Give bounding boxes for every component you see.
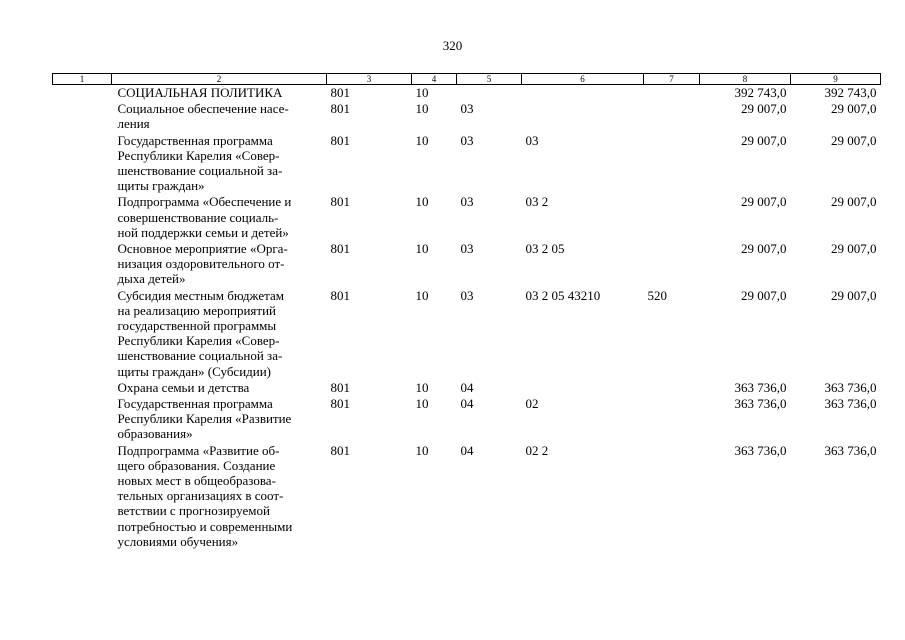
row-code-5: 04 <box>460 396 474 412</box>
row-name: Социальное обеспечение насе- ления <box>117 101 289 132</box>
table-body <box>53 85 881 551</box>
row-name: Государственная программа Республики Карелия «Совер- шенствование социальной за- щиты граждан» <box>117 132 283 194</box>
row-code-3: 801 <box>330 241 350 257</box>
table-row <box>53 241 881 288</box>
row-code-6: 03 2 05 43210 <box>525 287 601 303</box>
row-code-3: 801 <box>330 132 350 148</box>
row-code-5: 03 <box>460 241 474 257</box>
row-code-6: 02 2 <box>525 442 549 458</box>
row-code-3: 801 <box>330 194 350 210</box>
column-number-header <box>53 74 881 85</box>
row-amount-8: 363 736,0 <box>734 396 787 412</box>
row-col-1 <box>53 396 112 443</box>
row-code-6 <box>522 85 644 102</box>
table-row <box>53 85 881 102</box>
row-code-5: 04 <box>460 442 474 458</box>
row-code-7 <box>644 133 700 195</box>
row-code-7 <box>644 194 700 241</box>
column-header: 8 <box>700 74 791 85</box>
row-code-4: 10 <box>415 132 429 148</box>
row-name: СОЦИАЛЬНАЯ ПОЛИТИКА <box>117 85 283 100</box>
row-amount-9: 363 736,0 <box>824 442 877 458</box>
row-code-4: 10 <box>415 101 429 117</box>
row-name: Государственная программа Республики Карелия «Развитие образования» <box>117 396 292 442</box>
row-code-5: 03 <box>460 132 474 148</box>
row-amount-8: 363 736,0 <box>734 442 787 458</box>
row-col-1 <box>53 241 112 288</box>
row-amount-8: 29 007,0 <box>741 194 787 210</box>
row-name: Охрана семьи и детства <box>117 379 250 395</box>
row-code-6: 02 <box>525 396 539 412</box>
row-code-3: 801 <box>330 101 350 117</box>
row-name: Подпрограмма «Обеспечение и совершенствование социаль- ной поддержки семьи и детей» <box>117 194 292 240</box>
row-code-4: 10 <box>415 287 429 303</box>
row-amount-9: 29 007,0 <box>831 241 877 257</box>
row-code-7: 520 <box>647 287 667 303</box>
row-col-1 <box>53 133 112 195</box>
row-code-4: 10 <box>415 396 429 412</box>
row-amount-8: 392 743,0 <box>734 85 787 100</box>
row-code-6: 03 2 <box>525 194 549 210</box>
table-row <box>53 101 881 132</box>
row-name: Подпрограмма «Развитие об- щего образования. Создание новых мест в общеобразова- тельных организациях в соот- ветствии с прогнозируемой потребностью и современными условиями обучения» <box>117 442 293 549</box>
row-code-6: 03 <box>525 132 539 148</box>
row-amount-9: 29 007,0 <box>831 194 877 210</box>
column-header: 6 <box>522 74 644 85</box>
row-amount-9: 363 736,0 <box>824 396 877 412</box>
table-row <box>53 380 881 396</box>
row-code-4: 10 <box>415 379 429 395</box>
table-row <box>53 396 881 443</box>
row-code-4: 10 <box>415 241 429 257</box>
row-code-6: 03 2 05 <box>525 241 565 257</box>
row-code-7 <box>644 85 700 102</box>
column-header: 1 <box>53 74 112 85</box>
column-header: 7 <box>644 74 700 85</box>
row-code-3: 801 <box>330 287 350 303</box>
column-header: 2 <box>112 74 327 85</box>
row-amount-8: 29 007,0 <box>741 101 787 117</box>
row-col-1 <box>53 443 112 550</box>
row-amount-9: 392 743,0 <box>824 85 877 100</box>
row-amount-9: 29 007,0 <box>831 101 877 117</box>
row-code-3: 801 <box>330 379 350 395</box>
row-amount-9: 363 736,0 <box>824 379 877 395</box>
table-row <box>53 288 881 380</box>
row-code-5: 03 <box>460 101 474 117</box>
row-col-1 <box>53 194 112 241</box>
table-row <box>53 194 881 241</box>
row-amount-9: 29 007,0 <box>831 287 877 303</box>
row-code-5: 03 <box>460 194 474 210</box>
row-amount-8: 29 007,0 <box>741 132 787 148</box>
row-code-7 <box>644 396 700 443</box>
row-code-3: 801 <box>330 396 350 412</box>
row-col-1 <box>53 101 112 132</box>
table-row <box>53 443 881 550</box>
row-code-3: 801 <box>330 442 350 458</box>
page-number: 320 <box>442 38 463 53</box>
row-code-7 <box>644 101 700 132</box>
row-code-6 <box>522 101 644 132</box>
row-col-1 <box>53 85 112 102</box>
row-code-5 <box>457 85 522 102</box>
row-name: Основное мероприятие «Орга- низация оздоровительного от- дыха детей» <box>117 241 288 287</box>
row-code-7 <box>644 380 700 396</box>
row-amount-8: 363 736,0 <box>734 379 787 395</box>
table-row <box>53 133 881 195</box>
column-header: 5 <box>457 74 522 85</box>
row-code-5: 04 <box>460 379 474 395</box>
row-amount-8: 29 007,0 <box>741 287 787 303</box>
row-col-1 <box>53 380 112 396</box>
row-amount-9: 29 007,0 <box>831 132 877 148</box>
column-header: 3 <box>327 74 412 85</box>
row-code-6 <box>522 380 644 396</box>
row-amount-8: 29 007,0 <box>741 241 787 257</box>
column-header: 9 <box>791 74 881 85</box>
row-code-7 <box>644 241 700 288</box>
budget-table <box>52 73 881 550</box>
row-code-4: 10 <box>415 194 429 210</box>
row-code-7 <box>644 443 700 550</box>
row-code-5: 03 <box>460 287 474 303</box>
row-code-3: 801 <box>330 85 350 100</box>
row-code-4: 10 <box>415 85 429 100</box>
row-name: Субсидия местным бюджетам на реализацию мероприятий государственной программы Республики Карелия «Совер- шенствование социальной за- щиты граждан» (Субсидии) <box>117 287 284 379</box>
row-code-4: 10 <box>415 442 429 458</box>
row-col-1 <box>53 288 112 380</box>
column-header: 4 <box>412 74 457 85</box>
